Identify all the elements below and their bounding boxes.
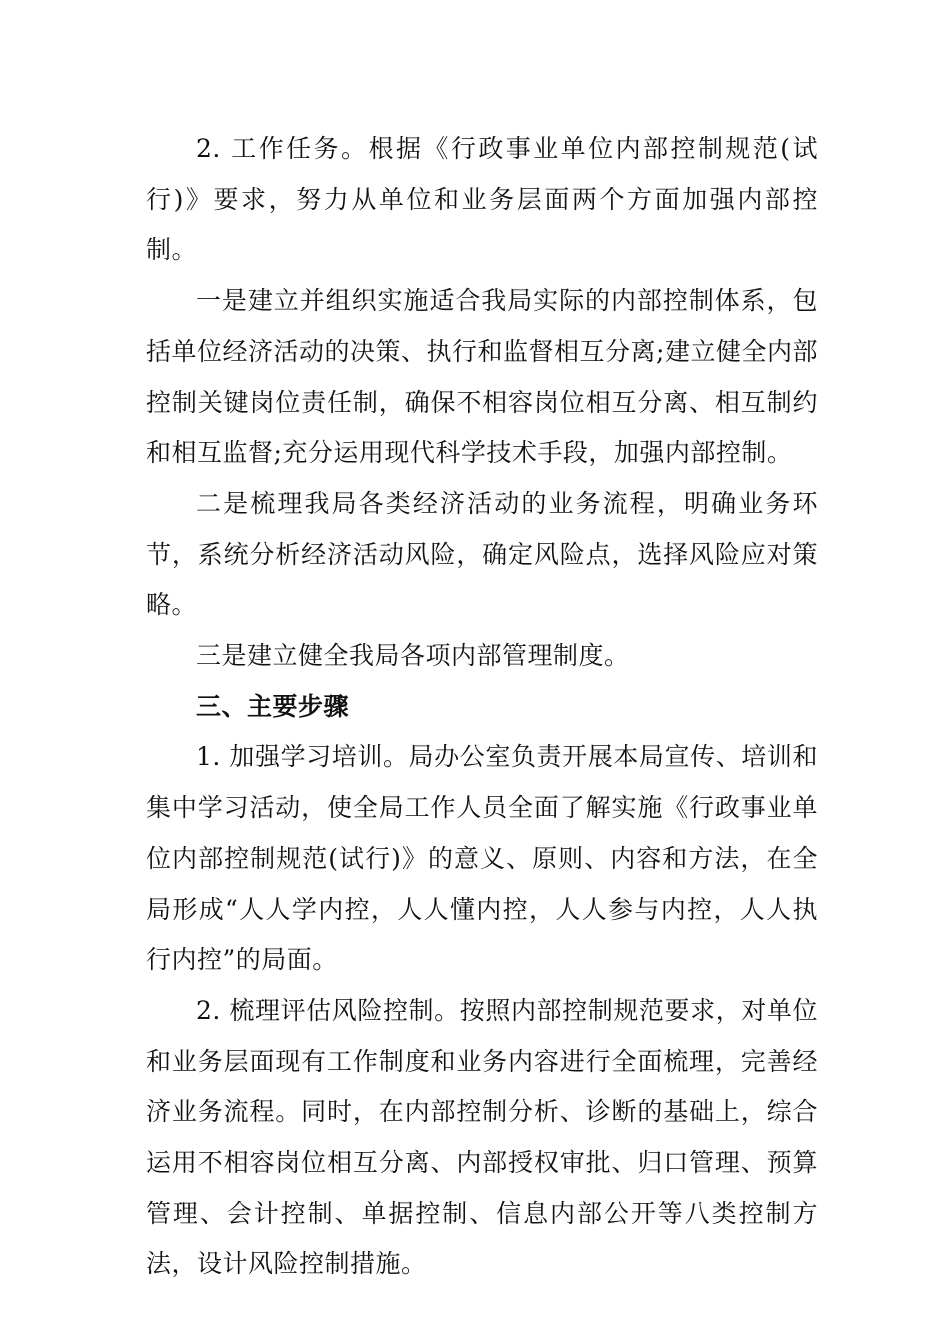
paragraph-step-one: 1. 加强学习培训。局办公室负责开展本局宣传、培训和集中学习活动，使全局工作人员全面了解实施《行政事业单位内部控制规范(试行)》的意义、原则、内容和方法，在全局形成“人人学内控，人人懂内控，人人参与内控，人人执行内控”的局面。 (146, 742, 818, 975)
document-body (146, 124, 818, 1290)
paragraph-step-two: 2. 梳理评估风险控制。按照内部控制规范要求，对单位和业务层面现有工作制度和业务内容进行全面梳理，完善经济业务流程。同时，在内部控制分析、诊断的基础上，综合运用不相容岗位相互分离、内部授权审批、归口管理、预算管理、会计控制、单据控制、信息内部公开等八类控制方法，设计风险控制措施。 (146, 995, 818, 1279)
paragraph-item-one: 一是建立并组织实施适合我局实际的内部控制体系，包括单位经济活动的决策、执行和监督相互分离;建立健全内部控制关键岗位责任制，确保不相容岗位相互分离、相互制约和相互监督;充分运用现代科学技术手段，加强内部控制。 (146, 286, 818, 468)
section-heading: 三、主要步骤 (196, 691, 350, 721)
paragraph-item-two: 二是梳理我局各类经济活动的业务流程，明确业务环节，系统分析经济活动风险，确定风险点，选择风险应对策略。 (146, 488, 818, 620)
paragraph-work-task: 2. 工作任务。根据《行政事业单位内部控制规范(试行)》要求，努力从单位和业务层面两个方面加强内部控制。 (146, 134, 818, 265)
paragraph-item-three: 三是建立健全我局各项内部管理制度。 (196, 641, 630, 671)
